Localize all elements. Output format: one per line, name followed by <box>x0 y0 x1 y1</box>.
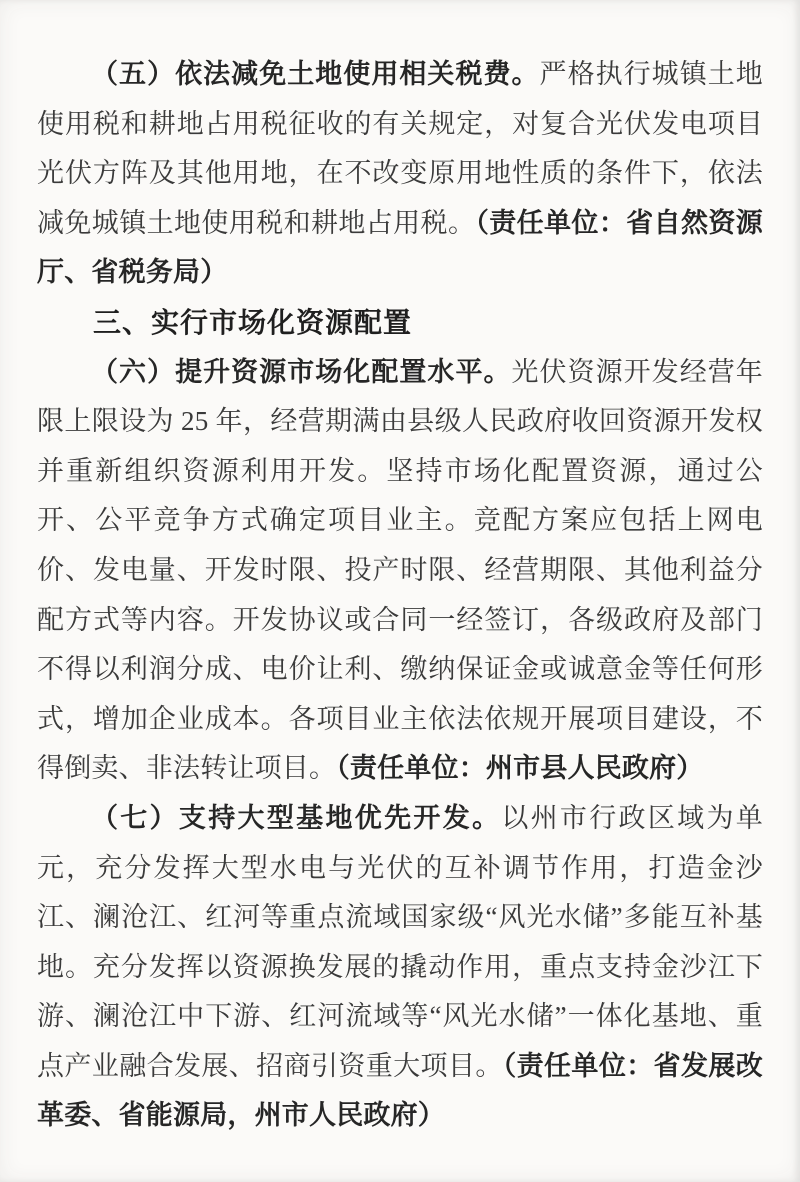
item-7-lead: （七）支持大型基地优先开发。 <box>91 802 502 833</box>
item-7-body: 以州市行政区域为单元，充分发挥大型水电与光伏的互补调节作用，打造金沙江、澜沧江、红河等重点流域国家级“风光水储”多能互补基地。充分发挥以资源换发展的撬动作用，重点支持金沙江下游、澜沧江中下游、红河流域等“风光水储”一体化基地、重点产业融合发展、招商引资重大项目。 <box>37 802 763 1081</box>
item-5-responsibility: （责任单位：省自然资源厅、省税务局） <box>37 207 764 288</box>
item-5-body: 严格执行城镇土地使用税和耕地占用税征收的有关规定，对复合光伏发电项目光伏方阵及其他用地，在不改变原用地性质的条件下，依法减免城镇土地使用税和耕地占用税。 <box>37 59 763 238</box>
paragraph-item-6 <box>37 348 763 794</box>
item-6-body: 光伏资源开发经营年限上限设为 25 年，经营期满由县级人民政府收回资源开发权并重新组织资源利用开发。坚持市场化配置资源，通过公开、公平竞争方式确定项目业主。竞配方案应包括上网电价、发电量、开发时限、投产时限、经营期限、其他利益分配方式等内容。开发协议或合同一经签订，各级政府及部门不得以利润分成、电价让利、缴纳保证金或诚意金等任何形式，增加企业成本。各项目业主依法依规开展项目建设，不得倒卖、非法转让项目。 <box>37 356 763 784</box>
paragraph-item-7 <box>37 794 763 1141</box>
item-5-lead: （五）依法减免土地使用相关税费。 <box>91 59 540 89</box>
item-7-responsibility: （责任单位：省发展改革委、省能源局，州市人民政府） <box>37 1050 763 1131</box>
section-3-heading: 三、实行市场化资源配置 <box>93 306 413 338</box>
paragraph-item-5 <box>37 50 763 298</box>
item-6-responsibility: （责任单位：州市县人民政府） <box>336 753 704 784</box>
item-6-lead: （六）提升资源市场化配置水平。 <box>91 356 512 387</box>
